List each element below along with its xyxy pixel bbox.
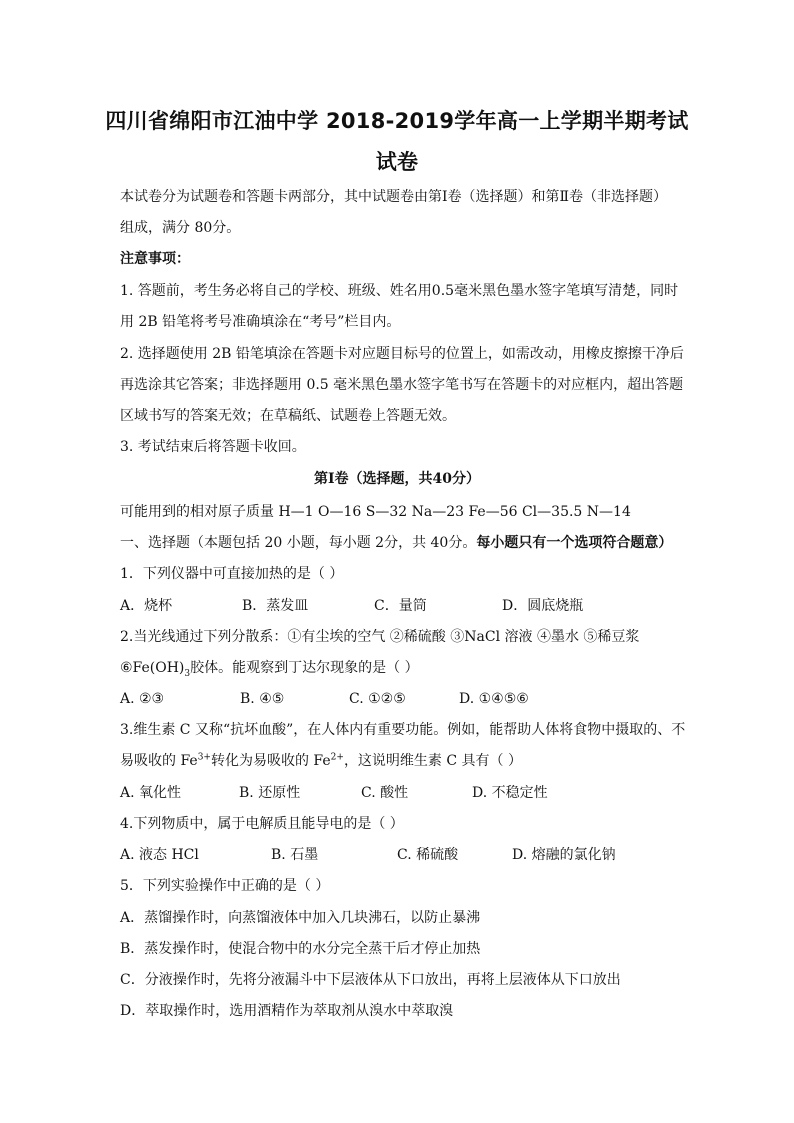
note-2-line-2: 再选涂其它答案；非选择题用 0.5 毫米黑色墨水签字笔书写在答题卡的对应框内，超出答题 xyxy=(120,377,684,393)
exam-title-line2: 试卷 xyxy=(375,150,419,174)
q5-option-a: A．蒸馏操作时，向蒸馏液体中加入几块沸石，以防止暴沸 xyxy=(120,910,481,926)
q4-option-c: C. 稀硫酸 xyxy=(397,847,459,863)
note-1-line-1: 1. 答题前，考生务必将自己的学校、班级、姓名用0.5毫米黑色墨水签字笔填写清楚，同时 xyxy=(120,283,679,299)
q2-stem-subscript: 3 xyxy=(184,668,191,679)
q3-option-d: D. 不稳定性 xyxy=(472,785,548,801)
note-2-line-3: 区域书写的答案无效；在草稿纸、试题卷上答题无效。 xyxy=(120,408,456,424)
q1-stem: 1．下列仪器中可直接加热的是（ ） xyxy=(120,566,344,582)
q4-option-b: B. 石墨 xyxy=(271,847,319,863)
section-1-heading: 第Ⅰ卷（选择题，共40分） xyxy=(313,471,481,487)
note-2-line-1: 2. 选择题使用 2B 铅笔填涂在答题卡对应题目标号的位置上，如需改动，用橡皮擦擦干净后 xyxy=(120,346,684,362)
exam-title-line1: 四川省绵阳市江油中学 2018-2019学年高一上学期半期考试 xyxy=(105,109,689,133)
q5-option-b: B．蒸发操作时，使混合物中的水分完全蒸干后才停止加热 xyxy=(120,941,481,957)
q4-option-a: A. 液态 HCl xyxy=(120,847,199,863)
part-1-intro xyxy=(120,533,672,553)
q3-fe2-charge: 2+ xyxy=(330,752,344,763)
q1-option-a: A．烧杯 xyxy=(120,598,173,614)
note-1-line-2: 用 2B 铅笔将考号准确填涂在“考号”栏目内。 xyxy=(120,314,401,330)
q4-stem: 4.下列物质中，属于电解质且能导电的是（ ） xyxy=(120,816,404,832)
q3-option-c: C. 酸性 xyxy=(361,785,409,801)
atomic-mass-line: 可能用到的相对原子质量 H—1 O—16 S—32 Na—23 Fe—56 Cl—35.5 N—14 xyxy=(120,504,631,520)
q5-stem: 5．下列实验操作中正确的是（ ） xyxy=(120,878,330,894)
q2-stem-line-1: 2.当光线通过下列分散系：①有尘埃的空气 ②稀硫酸 ③NaCl 溶液 ④墨水 ⑤稀豆浆 xyxy=(120,629,640,645)
q2-stem-line-2 xyxy=(120,658,419,678)
q4-option-d: D. 熔融的氯化钠 xyxy=(512,847,616,863)
q2-option-d: D. ①④⑤⑥ xyxy=(459,691,529,707)
q3-option-a: A. 氧化性 xyxy=(120,785,182,801)
q2-options xyxy=(120,689,680,709)
q1-options xyxy=(120,596,680,616)
q2-stem-part-2: 胶体。能观察到丁达尔现象的是（ ） xyxy=(190,660,419,676)
q3-fe3-charge: 3+ xyxy=(197,752,211,763)
q2-option-b: B. ④⑤ xyxy=(240,691,285,707)
q3-option-b: B. 还原性 xyxy=(239,785,301,801)
intro-line-2: 组成，满分 80分。 xyxy=(120,220,241,236)
note-3: 3. 考试结束后将答题卡收回。 xyxy=(120,439,306,455)
q3-stem-part-2: 转化为易吸收的 Fe xyxy=(210,753,331,769)
notes-heading: 注意事项： xyxy=(120,251,190,267)
intro-line-1: 本试卷分为试题卷和答题卡两部分，其中试题卷由第Ⅰ卷（选择题）和第Ⅱ卷（非选择题） xyxy=(120,189,668,205)
q5-option-d: D．萃取操作时，选用酒精作为萃取剂从溴水中萃取溴 xyxy=(120,1003,454,1019)
q3-stem-part-1: 易吸收的 Fe xyxy=(120,753,198,769)
q3-stem-line-2 xyxy=(120,751,522,771)
q3-stem-line-1: 3.维生素 C 又称“抗坏血酸”，在人体内有重要功能。例如，能帮助人体将食物中摄取的、不 xyxy=(120,722,686,738)
part-1-intro-text: 一、选择题（本题包括 20 小题，每小题 2分，共 40分。 xyxy=(120,535,477,551)
part-1-intro-emphasis: 每小题只有一个选项符合题意） xyxy=(476,535,673,551)
q1-option-b: B．蒸发皿 xyxy=(242,598,309,614)
q1-option-d: D．圆底烧瓶 xyxy=(502,598,584,614)
q5-option-c: C．分液操作时，先将分液漏斗中下层液体从下口放出，再将上层液体从下口放出 xyxy=(120,972,621,988)
q4-options xyxy=(120,845,680,865)
q2-stem-part-1: ⑥Fe(OH) xyxy=(120,660,185,676)
q3-stem-part-3: ，这说明维生素 C 具有（ ） xyxy=(343,753,522,769)
q2-option-a: A. ②③ xyxy=(120,691,165,707)
q1-option-c: C．量筒 xyxy=(374,598,427,614)
q3-options xyxy=(120,783,680,803)
q2-option-c: C. ①②⑤ xyxy=(349,691,406,707)
